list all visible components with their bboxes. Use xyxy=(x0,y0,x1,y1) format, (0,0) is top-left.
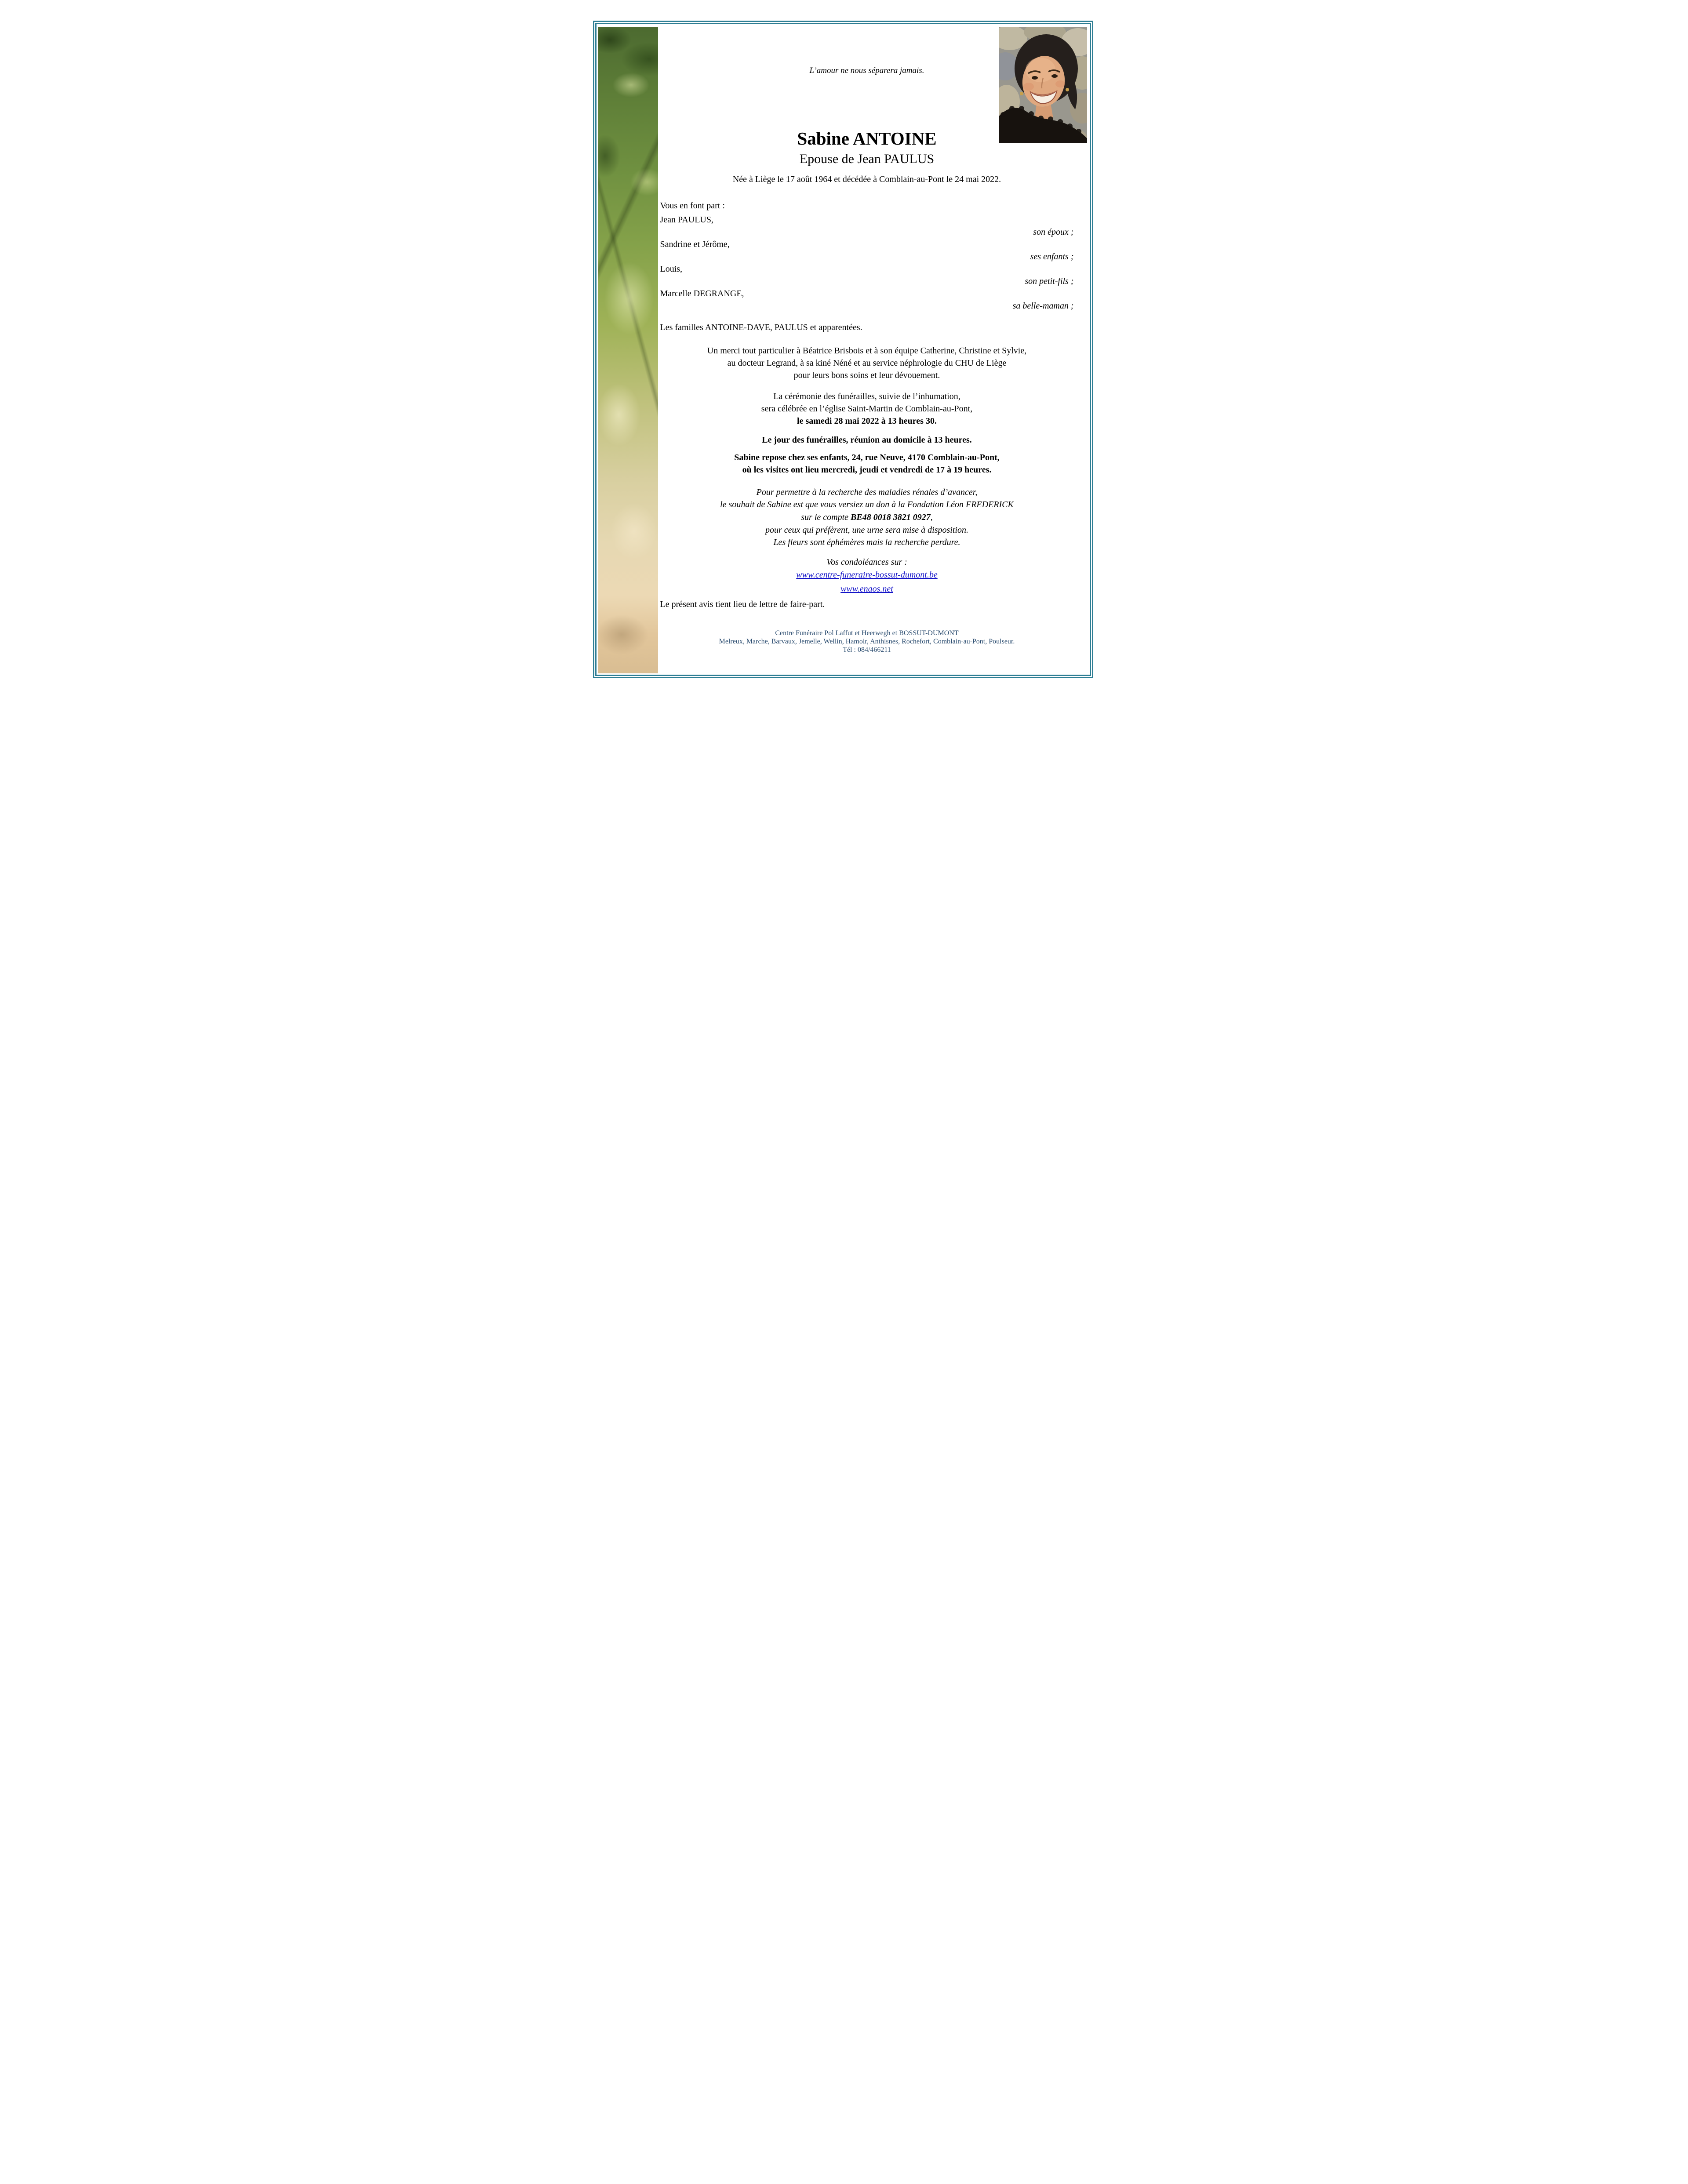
relative-name-1: Jean PAULUS, xyxy=(660,215,713,225)
footer-cities-line: Melreux, Marche, Barvaux, Jemelle, Wellin, Hamoir, Anthisnes, Rochefort, Comblain-au-Pont, Poulseur. xyxy=(719,638,1015,645)
earring-right xyxy=(1066,88,1069,91)
donation-account-suffix: , xyxy=(930,512,933,522)
condolences-link-2-row xyxy=(660,584,1074,594)
donation-account: BE48 0018 3821 0927 xyxy=(851,512,931,522)
relative-relation-4: sa belle-maman ; xyxy=(1012,301,1074,311)
donation-line-5: Les fleurs sont éphémères mais la recherche perdure. xyxy=(773,538,960,547)
relative-relation-1: son époux ; xyxy=(1033,227,1074,237)
donation-line-1: Pour permettre à la recherche des maladies rénales d’avancer, xyxy=(756,487,978,497)
notice-line: Le présent avis tient lieu de lettre de faire-part. xyxy=(660,600,825,609)
reunion-line: Le jour des funérailles, réunion au domicile à 13 heures. xyxy=(762,435,972,445)
footer-company-line: Centre Funéraire Pol Laffut et Heerwegh et BOSSUT-DUMONT xyxy=(775,629,959,637)
memorial-notice-page xyxy=(574,0,1115,700)
thanks-line-2: au docteur Legrand, à sa kiné Néné et au service néphrologie du CHU de Liège xyxy=(727,358,1007,368)
announcement-intro: Vous en font part : xyxy=(660,201,725,211)
condolences-link-1[interactable]: www.centre-funeraire-bossut-dumont.be xyxy=(796,570,938,580)
thanks-line-3: pour leurs bons soins et leur dévouement. xyxy=(793,371,940,380)
families-line: Les familles ANTOINE-DAVE, PAULUS et apparentées. xyxy=(660,323,862,332)
repose-line-2: où les visites ont lieu mercredi, jeudi et vendredi de 17 à 19 heures. xyxy=(742,465,992,475)
portrait-photo-illustration xyxy=(999,27,1087,143)
donation-line-4: pour ceux qui préfèrent, une urne sera mise à disposition. xyxy=(765,525,968,535)
thanks-line-1: Un merci tout particulier à Béatrice Brisbois et à son équipe Catherine, Christine et Sylvie, xyxy=(707,346,1027,356)
relative-relation-3: son petit-fils ; xyxy=(1025,276,1074,286)
ceremony-line-2: sera célébrée en l’église Saint-Martin de Comblain-au-Pont, xyxy=(761,404,973,414)
donation-line-2: le souhait de Sabine est que vous versiez un don à la Fondation Léon FREDERICK xyxy=(720,500,1014,509)
repose-line-1: Sabine repose chez ses enfants, 24, rue Neuve, 4170 Comblain-au-Pont, xyxy=(734,453,1000,462)
ceremony-line-1: La cérémonie des funérailles, suivie de l’inhumation, xyxy=(773,392,960,401)
earring-left xyxy=(1020,92,1023,95)
relative-name-2: Sandrine et Jérôme, xyxy=(660,240,730,249)
donation-account-prefix: sur le compte xyxy=(801,512,851,522)
deceased-name-title: Sabine ANTOINE xyxy=(797,128,937,149)
eye-left xyxy=(1032,76,1038,80)
spouse-line: Epouse de Jean PAULUS xyxy=(799,152,935,166)
condolences-link-2[interactable]: www.enaos.net xyxy=(840,584,893,594)
life-dates-line: Née à Liège le 17 août 1964 et décédée à Comblain-au-Pont le 24 mai 2022. xyxy=(732,174,1001,184)
relative-name-3: Louis, xyxy=(660,264,683,274)
cheek-left xyxy=(1023,83,1034,91)
footer-phone-line: Tél : 084/466211 xyxy=(843,646,891,654)
ceremony-date-line: le samedi 28 mai 2022 à 13 heures 30. xyxy=(797,416,937,426)
condolences-link-1-row xyxy=(660,570,1074,580)
donation-line-3 xyxy=(660,512,1074,523)
portrait-photo xyxy=(999,27,1087,143)
relative-relation-2: ses enfants ; xyxy=(1030,252,1074,262)
cheek-right xyxy=(1055,80,1065,87)
epigraph-line: L’amour ne nous séparera jamais. xyxy=(809,66,924,75)
forest-path-image xyxy=(598,27,658,673)
relative-name-4: Marcelle DEGRANGE, xyxy=(660,289,744,298)
condolences-label: Vos condoléances sur : xyxy=(826,557,907,567)
